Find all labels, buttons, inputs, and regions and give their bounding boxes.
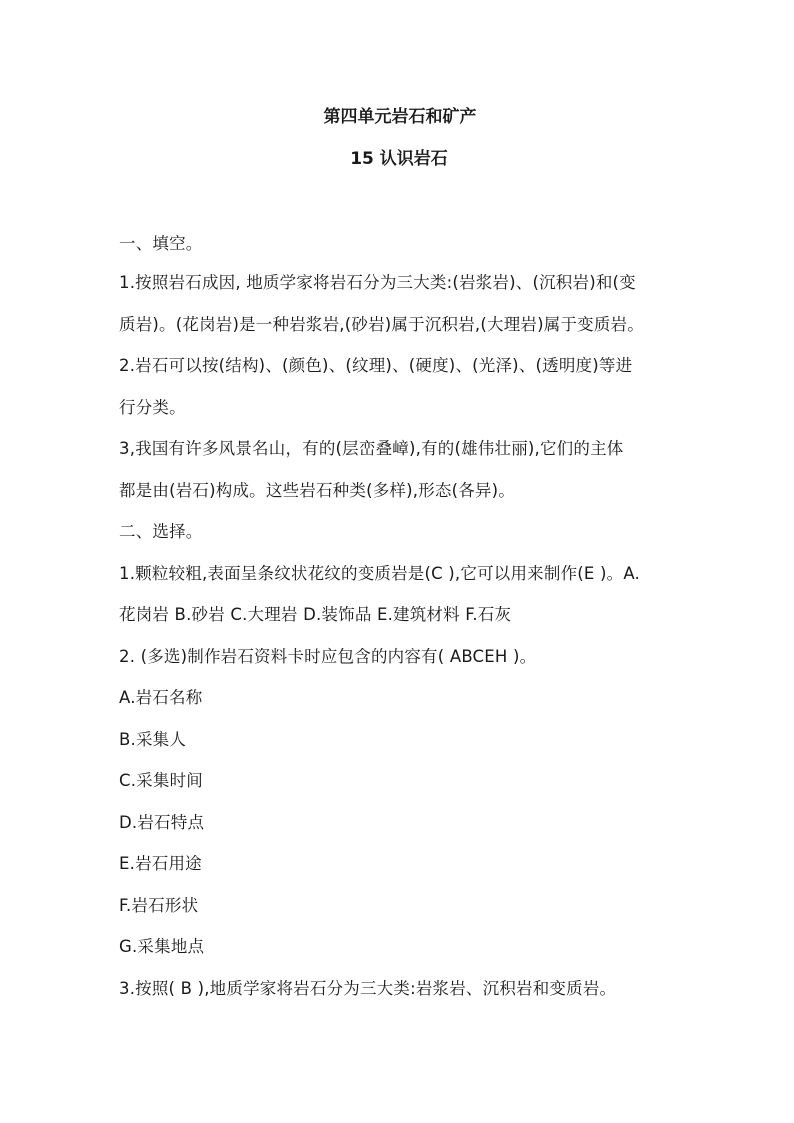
question-line: 行分类。: [119, 398, 186, 417]
question-line: 花岗岩 B.砂岩 C.大理岩 D.装饰品 E.建筑材料 F.石灰: [119, 605, 512, 624]
option-line: E.岩石用途: [119, 854, 202, 873]
question-line: 都是由(岩石)构成。这些岩石种类(多样),形态(各异)。: [119, 481, 515, 500]
unit-title: 第四单元岩石和矿产: [323, 107, 477, 127]
option-line: A.岩石名称: [119, 688, 203, 707]
section-heading-choice: 二、选择。: [119, 522, 203, 541]
section-heading-fill-in: 一、填空。: [119, 234, 203, 253]
question-line: 3,我国有许多风景名山，有的(层峦叠嶂),有的(雄伟壮丽),它们的主体: [119, 439, 624, 458]
lesson-title: 15 认识岩石: [350, 149, 448, 169]
option-line: F.岩石形状: [119, 896, 199, 915]
option-line: C.采集时间: [119, 771, 203, 790]
option-line: D.岩石特点: [119, 813, 205, 832]
question-line: 3.按照( B ),地质学家将岩石分为三大类:岩浆岩、沉积岩和变质岩。: [119, 979, 617, 998]
question-line: 1.按照岩石成因, 地质学家将岩石分为三大类:(岩浆岩)、(沉积岩)和(变: [119, 273, 636, 292]
question-line: 1.颗粒较粗,表面呈条纹状花纹的变质岩是(C ),它可以用来制作(E )。A.: [119, 564, 640, 583]
question-line: 2.岩石可以按(结构)、(颜色)、(纹理)、(硬度)、(光泽)、(透明度)等进: [119, 356, 633, 375]
question-line: 2. (多选)制作岩石资料卡时应包含的内容有( ABCEH )。: [119, 647, 537, 666]
option-line: G.采集地点: [119, 937, 205, 956]
option-line: B.采集人: [119, 730, 187, 749]
question-line: 质岩)。(花岗岩)是一种岩浆岩,(砂岩)属于沉积岩,(大理岩)属于变质岩。: [119, 315, 644, 334]
